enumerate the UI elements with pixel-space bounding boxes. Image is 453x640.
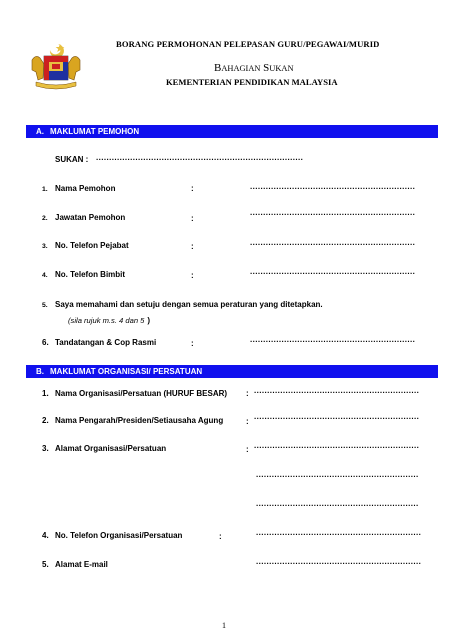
- b-item-3-label: Alamat Organisasi/Persatuan: [55, 444, 167, 453]
- a-item-6-colon: :: [191, 339, 194, 348]
- b-item-1-colon: :: [246, 389, 249, 398]
- page-number: 1: [222, 621, 226, 630]
- coat-of-arms-icon: [26, 42, 86, 92]
- telefon-organisasi-field[interactable]: ...............................................................: [256, 528, 422, 537]
- telefon-bimbit-field[interactable]: ...............................................................: [250, 267, 416, 276]
- section-b-letter: B.: [36, 367, 44, 376]
- section-a-title: MAKLUMAT PEMOHON: [50, 127, 140, 136]
- a-item-1-number: 1.: [42, 186, 48, 193]
- form-title: BORANG PERMOHONAN PELEPASAN GURU/PEGAWAI/MURID: [116, 39, 380, 49]
- b-item-5-number: 5.: [42, 560, 49, 569]
- a-item-2-colon: :: [191, 214, 194, 223]
- a-item-2-label: Jawatan Pemohon: [55, 213, 126, 222]
- a-item-1-colon: :: [191, 184, 194, 193]
- b-item-1-label: Nama Organisasi/Persatuan (HURUF BESAR): [55, 389, 228, 398]
- b-item-2-number: 2.: [42, 416, 49, 425]
- alamat-organisasi-field[interactable]: ...............................................................: [254, 441, 420, 450]
- nama-organisasi-field[interactable]: ...............................................................: [254, 386, 420, 395]
- a-item-4-colon: :: [191, 271, 194, 280]
- nama-pemohon-field[interactable]: ...............................................................: [250, 182, 416, 191]
- section-a-header: [26, 125, 438, 138]
- b-item-3-number: 3.: [42, 444, 49, 453]
- a-item-6-label: Tandatangan & Cop Rasmi: [55, 338, 157, 347]
- alamat-organisasi-line-3[interactable]: ..............................................................: [256, 499, 419, 508]
- nama-pengarah-field[interactable]: ...............................................................: [254, 412, 420, 421]
- a-item-3-number: 3.: [42, 243, 48, 250]
- b-item-2-label: Nama Pengarah/Presiden/Setiausaha Agung: [55, 416, 224, 425]
- a-item-4-number: 4.: [42, 272, 48, 279]
- b-item-1-number: 1.: [42, 389, 49, 398]
- telefon-pejabat-field[interactable]: ...............................................................: [250, 238, 416, 247]
- b-item-4-colon: :: [219, 532, 222, 541]
- a-item-2-number: 2.: [42, 215, 48, 222]
- email-field[interactable]: ...............................................................: [256, 557, 422, 566]
- a-item-1-label: Nama Pemohon: [55, 184, 116, 193]
- a-item-6-number: 6.: [42, 338, 49, 347]
- agreement-statement: Saya memahami dan setuju dengan semua peraturan yang ditetapkan.: [55, 300, 323, 309]
- section-a-letter: A.: [36, 127, 44, 136]
- a-item-3-label: No. Telefon Pejabat: [55, 241, 129, 250]
- sukan-label: SUKAN :: [55, 155, 89, 164]
- division-name: BAHAGIAN SUKAN: [214, 62, 294, 74]
- b-item-5-label: Alamat E-mail: [55, 560, 108, 569]
- ministry-name: KEMENTERIAN PENDIDIKAN MALAYSIA: [166, 77, 338, 87]
- b-item-4-number: 4.: [42, 531, 49, 540]
- section-b-title: MAKLUMAT ORGANISASI/ PERSATUAN: [50, 367, 203, 376]
- a-item-5-number: 5.: [42, 302, 48, 309]
- b-item-2-colon: :: [246, 417, 249, 426]
- agreement-note: (sila rujuk m.s. 4 dan 5 ): [68, 316, 151, 325]
- jawatan-pemohon-field[interactable]: ...............................................................: [250, 208, 416, 217]
- a-item-4-label: No. Telefon Bimbit: [55, 270, 126, 279]
- section-b-header: [26, 365, 438, 378]
- tandatangan-field[interactable]: ...............................................................: [250, 335, 416, 344]
- b-item-3-colon: :: [246, 445, 249, 454]
- a-item-3-colon: :: [191, 242, 194, 251]
- sukan-field[interactable]: ...............................................................................: [96, 153, 304, 162]
- b-item-4-label: No. Telefon Organisasi/Persatuan: [55, 531, 183, 540]
- alamat-organisasi-line-2[interactable]: ..............................................................: [256, 470, 419, 479]
